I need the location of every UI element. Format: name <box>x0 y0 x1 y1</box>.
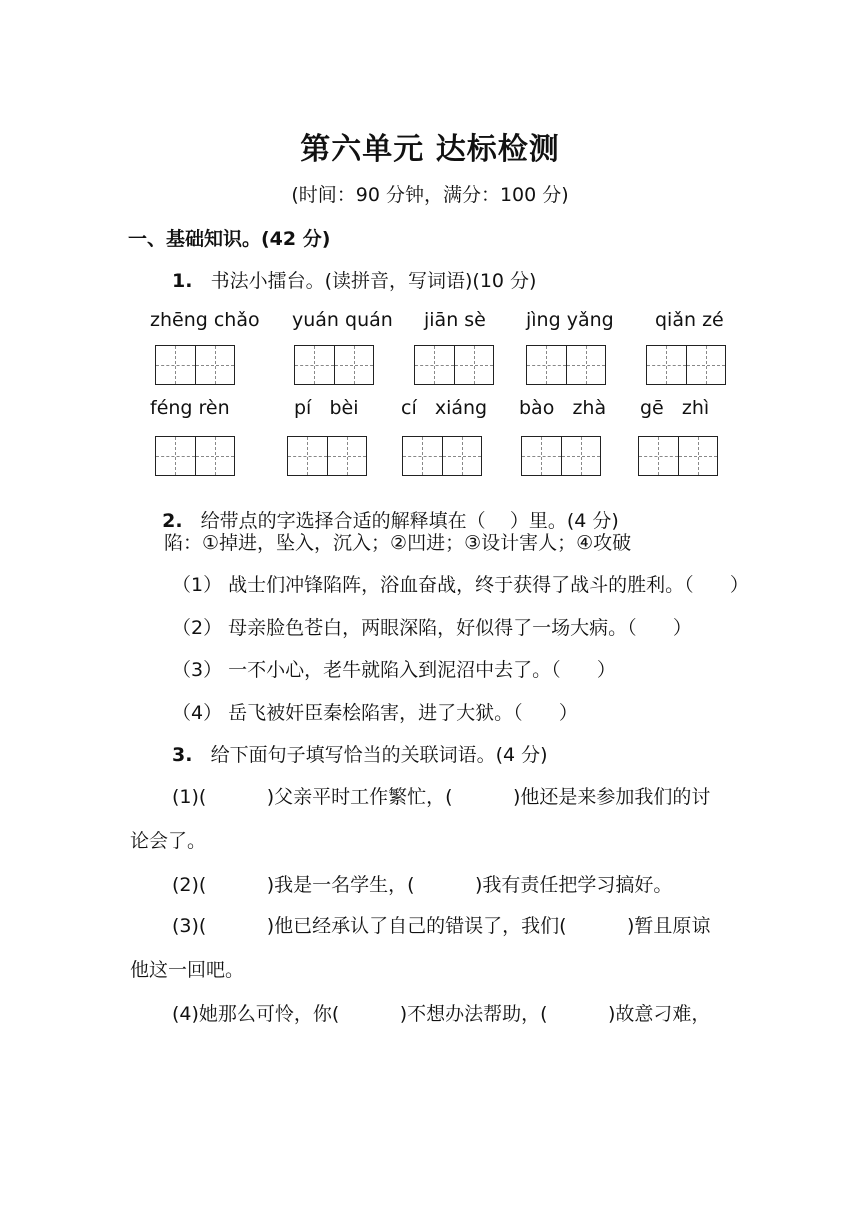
writing-grid[interactable] <box>521 436 601 476</box>
pinyin: qiǎn zé <box>655 309 724 331</box>
definition-options: 陷：①掉进，坠入，沉入；②凹进；③设计害人；④攻破 <box>164 532 632 554</box>
list-item: （3） 一不小心，老牛就陷入到泥沼中去了。（ ） <box>172 659 616 681</box>
writing-grid[interactable] <box>414 345 494 385</box>
sentence-line: (4)她那么可怜，你( )不想办法帮助，( )故意刁难， <box>172 1003 711 1025</box>
page-title: 第六单元 达标检测 <box>300 132 560 167</box>
sentence-line: (1)( )父亲平时工作繁忙，( )他还是来参加我们的讨 <box>172 786 711 808</box>
question-text: 给带点的字选择合适的解释填在（ ）里。(4 分) <box>200 510 619 532</box>
question-text: 书法小擂台。(读拼音，写词语)(10 分) <box>210 270 537 292</box>
writing-grid[interactable] <box>402 436 482 476</box>
question-number: 3. <box>172 744 193 766</box>
pinyin: féng rèn <box>150 397 230 419</box>
writing-grid[interactable] <box>646 345 726 385</box>
question-3 <box>172 740 548 767</box>
sentence-line: 他这一回吧。 <box>130 959 245 981</box>
writing-grid[interactable] <box>526 345 606 385</box>
question-text: 给下面句子填写恰当的关联词语。(4 分) <box>210 744 548 766</box>
list-item: （1） 战士们冲锋陷阵，浴血奋战，终于获得了战斗的胜利。（ ） <box>172 574 749 596</box>
question-2 <box>150 484 619 533</box>
sentence-line: (3)( )他已经承认了自己的错误了，我们( )暂且原谅 <box>172 915 711 937</box>
question-number: 1. <box>172 270 193 292</box>
pinyin: zhēng chǎo <box>150 309 260 331</box>
writing-grid[interactable] <box>638 436 718 476</box>
exam-info: (时间：90 分钟，满分：100 分) <box>291 184 569 206</box>
writing-grid[interactable] <box>155 345 235 385</box>
list-item: （2） 母亲脸色苍白，两眼深陷，好似得了一场大病。（ ） <box>172 617 692 639</box>
sentence-line: 论会了。 <box>130 830 207 852</box>
list-item: （4） 岳飞被奸臣秦桧陷害，进了大狱。（ ） <box>172 702 578 724</box>
question-number: 2. <box>162 510 183 532</box>
pinyin: bào zhà <box>519 397 607 419</box>
pinyin: pí bèi <box>294 397 359 419</box>
sentence-line: (2)( )我是一名学生，( )我有责任把学习搞好。 <box>172 874 673 896</box>
writing-grid[interactable] <box>287 436 367 476</box>
question-1 <box>172 266 536 293</box>
pinyin: jìng yǎng <box>526 309 614 331</box>
pinyin: jiān sè <box>424 309 486 331</box>
pinyin: yuán quán <box>292 309 393 331</box>
writing-grid[interactable] <box>155 436 235 476</box>
writing-grid[interactable] <box>294 345 374 385</box>
pinyin: cí xiáng <box>401 397 488 419</box>
section-heading: 一、基础知识。(42 分) <box>128 228 331 250</box>
pinyin: gē zhì <box>640 397 710 419</box>
